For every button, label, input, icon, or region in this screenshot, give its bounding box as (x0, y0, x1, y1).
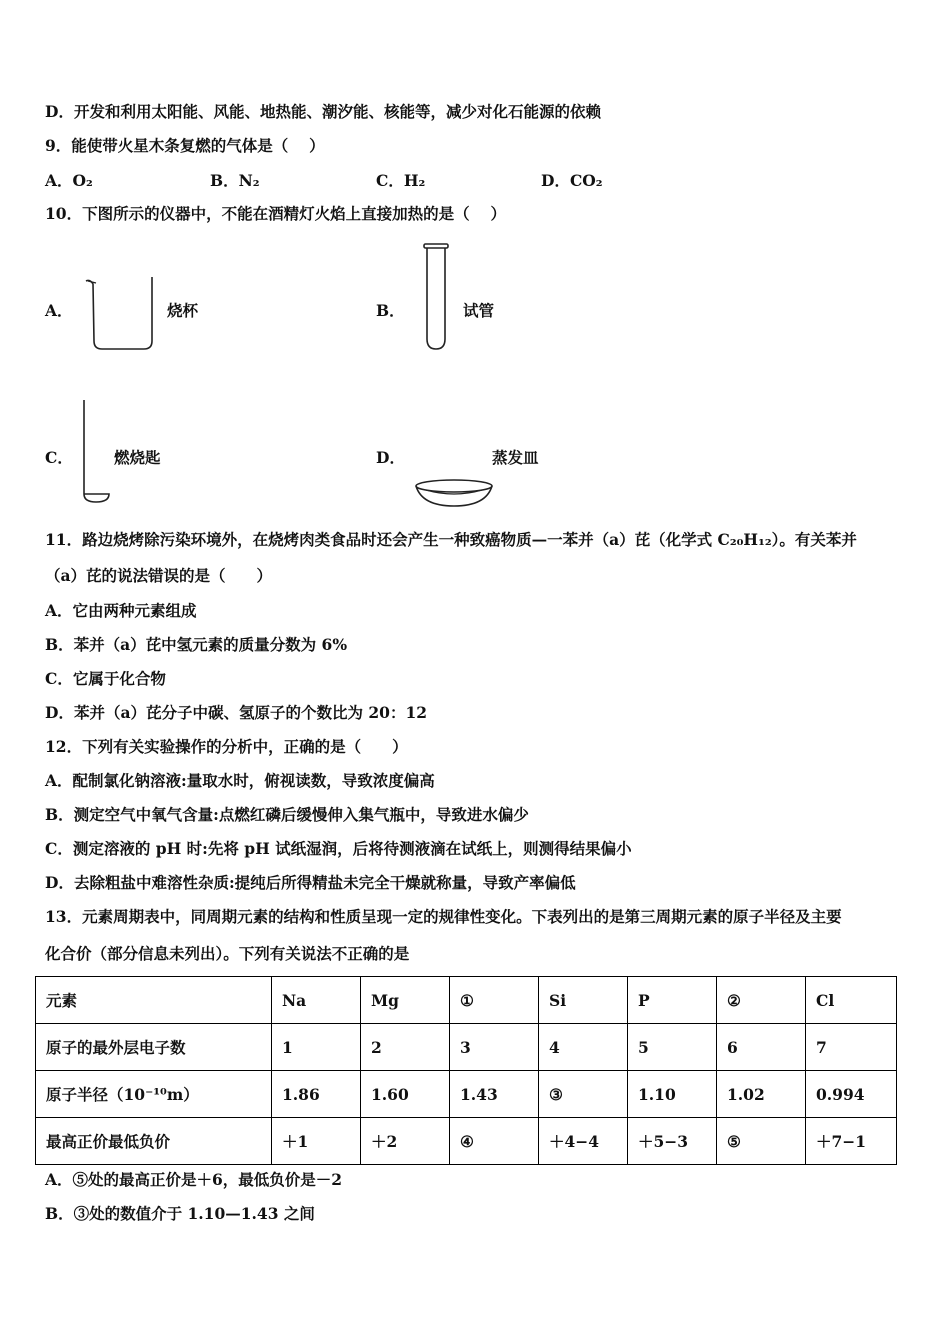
q13-option-b: B．③处的数值介于 1.10—1.43 之间 (45, 1204, 315, 1223)
q9-option-c: C．H₂ (376, 171, 426, 190)
q12-option-d: D．去除粗盐中难溶性杂质:提纯后所得精盐未完全干燥就称量，导致产率偏低 (45, 873, 576, 892)
table-cell: Si (539, 977, 628, 1024)
q13-option-a: A．⑤处的最高正价是＋6，最低负价是－2 (45, 1170, 343, 1189)
table-cell: ＋1 (272, 1118, 361, 1165)
q13-stem-line2: 化合价（部分信息未列出）。下列有关说法不正确的是 (45, 944, 410, 963)
table-cell: Na (272, 977, 361, 1024)
table-cell: ＋7−1 (806, 1118, 897, 1165)
q11-stem-line2: （a）芘的说法错误的是（ ） (45, 566, 273, 585)
q12-option-c: C．测定溶液的 pH 时:先将 pH 试纸湿润，后将待测液滴在试纸上，则测得结果偏小 (45, 839, 632, 858)
table-cell: 2 (361, 1024, 450, 1071)
table-cell: 元素 (36, 977, 272, 1024)
table-cell: 原子的最外层电子数 (36, 1024, 272, 1071)
q9-option-b: B．N₂ (210, 171, 260, 190)
table-cell: 1.86 (272, 1071, 361, 1118)
evaporating-dish-icon (412, 476, 496, 510)
q10-option-d-letter: D． (376, 448, 405, 467)
q10-option-c-name: 燃烧匙 (114, 448, 161, 467)
q9-option-d: D．CO₂ (541, 171, 603, 190)
table-cell: 最高正价最低负价 (36, 1118, 272, 1165)
table-row (36, 1071, 897, 1118)
q11-stem-line1: 11．路边烧烤除污染环境外，在烧烤肉类食品时还会产生一种致癌物质—一苯并（a）芘（化学式 C₂₀H₁₂）。有关苯并 (45, 530, 857, 549)
q10-option-c-letter: C． (45, 448, 73, 467)
table-cell: 4 (539, 1024, 628, 1071)
q8-option-d: D．开发和利用太阳能、风能、地热能、潮汐能、核能等，减少对化石能源的依赖 (45, 102, 601, 121)
table-cell: 3 (450, 1024, 539, 1071)
q11-option-a: A．它由两种元素组成 (45, 601, 197, 620)
q10-option-a-name: 烧杯 (167, 301, 199, 320)
table-cell: 6 (717, 1024, 806, 1071)
table-cell: ③ (539, 1071, 628, 1118)
table-cell: 原子半径（10⁻¹⁰m） (36, 1071, 272, 1118)
table-row (36, 1024, 897, 1071)
q11-option-b: B．苯并（a）芘中氢元素的质量分数为 6% (45, 635, 348, 654)
table-cell: ② (717, 977, 806, 1024)
q10-stem: 10．下图所示的仪器中，不能在酒精灯火焰上直接加热的是（ ） (45, 204, 506, 223)
q10-option-b-letter: B． (376, 301, 405, 320)
q11-option-d: D．苯并（a）芘分子中碳、氢原子的个数比为 20：12 (45, 703, 428, 722)
table-cell: 1.43 (450, 1071, 539, 1118)
table-cell: P (628, 977, 717, 1024)
q9-stem: 9．能使带火星木条复燃的气体是（ ） (45, 136, 325, 155)
table-cell: ① (450, 977, 539, 1024)
table-cell: 1.10 (628, 1071, 717, 1118)
q12-option-b: B．测定空气中氧气含量:点燃红磷后缓慢伸入集气瓶中，导致进水偏少 (45, 805, 529, 824)
table-cell: Cl (806, 977, 897, 1024)
table-cell: 1.60 (361, 1071, 450, 1118)
table-cell: 0.994 (806, 1071, 897, 1118)
table-cell: ＋5−3 (628, 1118, 717, 1165)
table-cell: 1 (272, 1024, 361, 1071)
element-table (35, 976, 897, 1165)
q13-stem-line1: 13．元素周期表中，同周期元素的结构和性质呈现一定的规律性变化。下表列出的是第三周期元素的原子半径及主要 (45, 907, 842, 926)
table-cell: 7 (806, 1024, 897, 1071)
table-cell: ⑤ (717, 1118, 806, 1165)
q12-option-a: A．配制氯化钠溶液:量取水时，俯视读数，导致浓度偏高 (45, 771, 435, 790)
beaker-icon (84, 275, 156, 355)
table-cell: ＋4−4 (539, 1118, 628, 1165)
table-cell: 5 (628, 1024, 717, 1071)
q9-option-a: A．O₂ (45, 171, 93, 190)
q10-option-b-name: 试管 (463, 301, 495, 320)
table-cell: Mg (361, 977, 450, 1024)
table-cell: ④ (450, 1118, 539, 1165)
q11-option-c: C．它属于化合物 (45, 669, 166, 688)
table-cell: 1.02 (717, 1071, 806, 1118)
q10-option-a-letter: A． (45, 301, 73, 320)
q12-stem: 12．下列有关实验操作的分析中，正确的是（ ） (45, 737, 408, 756)
test-tube-icon (422, 243, 452, 353)
combustion-spoon-icon (78, 398, 118, 508)
table-row (36, 1118, 897, 1165)
table-row (36, 977, 897, 1024)
table-cell: ＋2 (361, 1118, 450, 1165)
q10-option-d-name: 蒸发皿 (492, 448, 539, 467)
